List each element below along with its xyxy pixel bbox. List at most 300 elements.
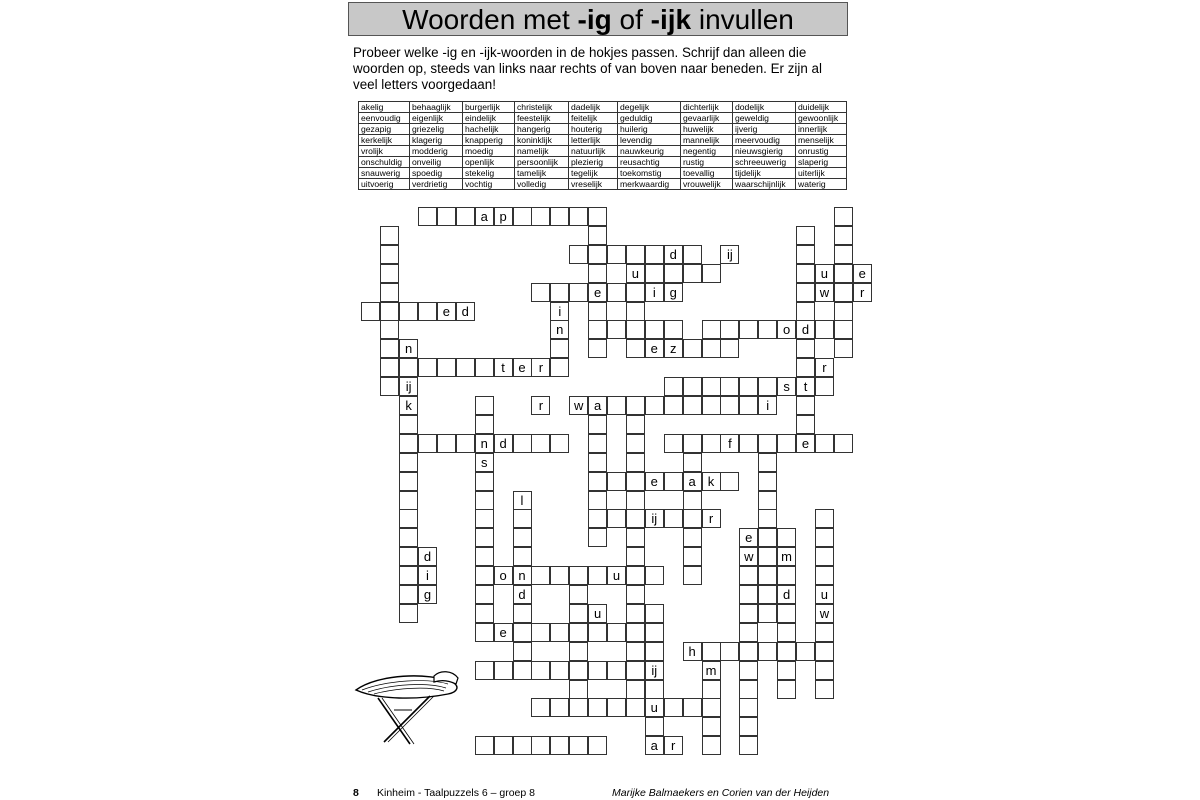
crossword-cell[interactable]: u <box>588 604 607 623</box>
crossword-cell[interactable] <box>834 264 853 283</box>
crossword-cell[interactable] <box>739 320 758 339</box>
crossword-cell[interactable] <box>607 396 626 415</box>
crossword-cell[interactable] <box>626 434 645 453</box>
crossword-cell[interactable]: w <box>739 547 758 566</box>
crossword-cell[interactable] <box>664 509 683 528</box>
crossword-cell[interactable] <box>664 396 683 415</box>
crossword-cell[interactable]: d <box>418 547 437 566</box>
crossword-cell[interactable]: e <box>645 339 664 358</box>
crossword-cell[interactable]: r <box>702 509 721 528</box>
crossword-cell[interactable] <box>683 453 702 472</box>
crossword-cell[interactable] <box>815 377 834 396</box>
crossword-cell[interactable] <box>739 717 758 736</box>
crossword-cell[interactable] <box>626 245 645 264</box>
crossword-cell[interactable] <box>399 302 418 321</box>
crossword-cell[interactable]: k <box>702 472 721 491</box>
crossword-cell[interactable] <box>645 566 664 585</box>
crossword-cell[interactable] <box>702 377 721 396</box>
crossword-cell[interactable] <box>626 547 645 566</box>
crossword-cell[interactable]: n <box>475 434 494 453</box>
crossword-cell[interactable] <box>815 566 834 585</box>
crossword-cell[interactable] <box>513 434 532 453</box>
crossword-cell[interactable] <box>758 320 777 339</box>
crossword-cell[interactable] <box>758 509 777 528</box>
crossword-cell[interactable]: e <box>853 264 872 283</box>
crossword-cell[interactable] <box>399 585 418 604</box>
crossword-cell[interactable] <box>607 283 626 302</box>
crossword-cell[interactable]: k <box>399 396 418 415</box>
crossword-cell[interactable] <box>645 717 664 736</box>
crossword-cell[interactable]: f <box>720 434 739 453</box>
crossword-cell[interactable] <box>664 472 683 491</box>
crossword-cell[interactable] <box>513 661 532 680</box>
crossword-cell[interactable] <box>834 207 853 226</box>
crossword-cell[interactable]: o <box>494 566 513 585</box>
crossword-cell[interactable] <box>399 528 418 547</box>
crossword-cell[interactable] <box>815 623 834 642</box>
crossword-cell[interactable] <box>569 207 588 226</box>
crossword-cell[interactable] <box>531 736 550 755</box>
crossword-cell[interactable]: d <box>513 585 532 604</box>
crossword-cell[interactable] <box>569 566 588 585</box>
crossword-cell[interactable] <box>380 264 399 283</box>
crossword-cell[interactable] <box>475 661 494 680</box>
crossword-cell[interactable] <box>380 320 399 339</box>
crossword-cell[interactable] <box>702 434 721 453</box>
crossword-cell[interactable] <box>758 472 777 491</box>
crossword-cell[interactable] <box>796 283 815 302</box>
crossword-cell[interactable] <box>720 472 739 491</box>
crossword-cell[interactable] <box>437 434 456 453</box>
crossword-cell[interactable] <box>588 736 607 755</box>
crossword-cell[interactable]: r <box>531 396 550 415</box>
crossword-cell[interactable] <box>834 226 853 245</box>
crossword-cell[interactable] <box>607 320 626 339</box>
crossword-cell[interactable] <box>645 396 664 415</box>
crossword-cell[interactable] <box>531 207 550 226</box>
crossword-cell[interactable] <box>513 547 532 566</box>
crossword-cell[interactable] <box>513 736 532 755</box>
crossword-cell[interactable]: m <box>777 547 796 566</box>
crossword-cell[interactable] <box>456 434 475 453</box>
crossword-cell[interactable] <box>702 736 721 755</box>
crossword-cell[interactable] <box>796 226 815 245</box>
crossword-cell[interactable] <box>588 245 607 264</box>
crossword-cell[interactable] <box>607 472 626 491</box>
crossword-cell[interactable] <box>664 377 683 396</box>
crossword-cell[interactable] <box>550 661 569 680</box>
crossword-cell[interactable] <box>815 661 834 680</box>
crossword-cell[interactable] <box>513 528 532 547</box>
crossword-cell[interactable] <box>494 661 513 680</box>
crossword-cell[interactable] <box>815 642 834 661</box>
crossword-cell[interactable]: r <box>853 283 872 302</box>
crossword-cell[interactable] <box>607 245 626 264</box>
crossword-cell[interactable] <box>645 680 664 699</box>
crossword-cell[interactable]: g <box>664 283 683 302</box>
crossword-cell[interactable] <box>758 604 777 623</box>
crossword-cell[interactable] <box>664 264 683 283</box>
crossword-cell[interactable] <box>569 604 588 623</box>
crossword-cell[interactable] <box>399 453 418 472</box>
crossword-cell[interactable] <box>796 245 815 264</box>
crossword-cell[interactable] <box>739 680 758 699</box>
crossword-cell[interactable] <box>702 698 721 717</box>
crossword-cell[interactable] <box>456 358 475 377</box>
crossword-cell[interactable] <box>739 623 758 642</box>
crossword-cell[interactable]: s <box>777 377 796 396</box>
crossword-cell[interactable]: ij <box>720 245 739 264</box>
crossword-cell[interactable]: a <box>683 472 702 491</box>
crossword-cell[interactable] <box>399 509 418 528</box>
crossword-cell[interactable] <box>777 604 796 623</box>
crossword-cell[interactable] <box>569 623 588 642</box>
crossword-cell[interactable] <box>739 396 758 415</box>
crossword-cell[interactable] <box>380 358 399 377</box>
crossword-cell[interactable]: u <box>645 698 664 717</box>
crossword-cell[interactable] <box>626 320 645 339</box>
crossword-cell[interactable] <box>683 528 702 547</box>
crossword-cell[interactable] <box>380 302 399 321</box>
crossword-cell[interactable]: e <box>437 302 456 321</box>
crossword-cell[interactable]: i <box>550 302 569 321</box>
crossword-cell[interactable] <box>588 226 607 245</box>
crossword-cell[interactable] <box>588 415 607 434</box>
crossword-cell[interactable] <box>739 566 758 585</box>
crossword-cell[interactable] <box>456 207 475 226</box>
crossword-cell[interactable] <box>588 528 607 547</box>
crossword-cell[interactable] <box>531 566 550 585</box>
crossword-cell[interactable] <box>399 415 418 434</box>
crossword-cell[interactable] <box>645 264 664 283</box>
crossword-cell[interactable] <box>626 680 645 699</box>
crossword-cell[interactable] <box>645 320 664 339</box>
crossword-cell[interactable] <box>683 509 702 528</box>
crossword-cell[interactable] <box>796 339 815 358</box>
crossword-cell[interactable]: a <box>645 736 664 755</box>
crossword-cell[interactable] <box>796 264 815 283</box>
crossword-cell[interactable]: i <box>758 396 777 415</box>
crossword-cell[interactable] <box>834 339 853 358</box>
crossword-cell[interactable] <box>626 661 645 680</box>
crossword-cell[interactable] <box>399 566 418 585</box>
crossword-cell[interactable] <box>513 604 532 623</box>
crossword-cell[interactable]: w <box>569 396 588 415</box>
crossword-cell[interactable] <box>399 434 418 453</box>
crossword-cell[interactable] <box>569 585 588 604</box>
crossword-cell[interactable] <box>588 472 607 491</box>
crossword-cell[interactable] <box>475 472 494 491</box>
crossword-cell[interactable] <box>531 661 550 680</box>
crossword-cell[interactable] <box>834 302 853 321</box>
crossword-cell[interactable] <box>626 396 645 415</box>
crossword-cell[interactable] <box>796 302 815 321</box>
crossword-cell[interactable] <box>777 642 796 661</box>
crossword-cell[interactable] <box>380 377 399 396</box>
crossword-cell[interactable]: i <box>645 283 664 302</box>
crossword-cell[interactable] <box>626 585 645 604</box>
crossword-cell[interactable] <box>702 320 721 339</box>
crossword-cell[interactable] <box>475 358 494 377</box>
crossword-cell[interactable] <box>758 377 777 396</box>
crossword-cell[interactable] <box>550 623 569 642</box>
crossword-cell[interactable] <box>380 245 399 264</box>
crossword-cell[interactable] <box>588 302 607 321</box>
crossword-cell[interactable]: t <box>494 358 513 377</box>
crossword-cell[interactable] <box>475 547 494 566</box>
crossword-cell[interactable] <box>626 491 645 510</box>
crossword-cell[interactable] <box>683 377 702 396</box>
crossword-cell[interactable] <box>569 698 588 717</box>
crossword-cell[interactable] <box>683 491 702 510</box>
crossword-cell[interactable] <box>758 434 777 453</box>
crossword-cell[interactable] <box>626 528 645 547</box>
crossword-cell[interactable] <box>588 661 607 680</box>
crossword-cell[interactable] <box>720 320 739 339</box>
crossword-cell[interactable] <box>777 566 796 585</box>
crossword-cell[interactable] <box>531 283 550 302</box>
crossword-cell[interactable] <box>683 547 702 566</box>
crossword-cell[interactable]: u <box>815 264 834 283</box>
crossword-cell[interactable] <box>777 528 796 547</box>
crossword-cell[interactable] <box>399 358 418 377</box>
crossword-cell[interactable] <box>702 396 721 415</box>
crossword-cell[interactable] <box>683 566 702 585</box>
crossword-cell[interactable]: u <box>607 566 626 585</box>
crossword-cell[interactable]: u <box>626 264 645 283</box>
crossword-cell[interactable]: g <box>418 585 437 604</box>
crossword-cell[interactable] <box>834 434 853 453</box>
crossword-cell[interactable]: a <box>588 396 607 415</box>
crossword-cell[interactable] <box>399 472 418 491</box>
crossword-cell[interactable]: r <box>815 358 834 377</box>
crossword-cell[interactable] <box>626 698 645 717</box>
crossword-cell[interactable] <box>758 642 777 661</box>
crossword-cell[interactable]: s <box>475 453 494 472</box>
crossword-cell[interactable] <box>569 736 588 755</box>
crossword-cell[interactable] <box>683 698 702 717</box>
crossword-cell[interactable] <box>739 604 758 623</box>
crossword-cell[interactable] <box>399 604 418 623</box>
crossword-cell[interactable]: r <box>664 736 683 755</box>
crossword-cell[interactable] <box>588 264 607 283</box>
crossword-cell[interactable] <box>815 680 834 699</box>
crossword-cell[interactable]: d <box>796 320 815 339</box>
crossword-cell[interactable] <box>550 566 569 585</box>
crossword-cell[interactable] <box>645 623 664 642</box>
crossword-cell[interactable]: o <box>777 320 796 339</box>
crossword-cell[interactable] <box>475 585 494 604</box>
crossword-cell[interactable] <box>569 642 588 661</box>
crossword-cell[interactable] <box>380 283 399 302</box>
crossword-cell[interactable] <box>399 547 418 566</box>
crossword-cell[interactable]: u <box>815 585 834 604</box>
crossword-cell[interactable]: n <box>513 566 532 585</box>
crossword-cell[interactable] <box>418 358 437 377</box>
crossword-cell[interactable] <box>834 320 853 339</box>
crossword-cell[interactable]: e <box>796 434 815 453</box>
crossword-cell[interactable] <box>739 642 758 661</box>
crossword-cell[interactable] <box>550 358 569 377</box>
crossword-cell[interactable] <box>550 698 569 717</box>
crossword-cell[interactable] <box>626 509 645 528</box>
crossword-cell[interactable] <box>588 509 607 528</box>
crossword-cell[interactable] <box>720 396 739 415</box>
crossword-cell[interactable] <box>550 339 569 358</box>
crossword-cell[interactable] <box>796 358 815 377</box>
crossword-cell[interactable]: d <box>664 245 683 264</box>
crossword-cell[interactable]: m <box>702 661 721 680</box>
crossword-cell[interactable]: e <box>645 472 664 491</box>
crossword-cell[interactable] <box>513 509 532 528</box>
crossword-cell[interactable] <box>626 472 645 491</box>
crossword-cell[interactable] <box>626 302 645 321</box>
crossword-cell[interactable] <box>513 642 532 661</box>
crossword-cell[interactable]: d <box>456 302 475 321</box>
crossword-cell[interactable] <box>815 320 834 339</box>
crossword-cell[interactable]: e <box>588 283 607 302</box>
crossword-cell[interactable] <box>475 528 494 547</box>
crossword-cell[interactable] <box>569 283 588 302</box>
crossword-cell[interactable]: p <box>494 207 513 226</box>
crossword-cell[interactable] <box>739 736 758 755</box>
crossword-cell[interactable] <box>758 547 777 566</box>
crossword-cell[interactable] <box>588 339 607 358</box>
crossword-cell[interactable] <box>588 434 607 453</box>
crossword-cell[interactable]: e <box>739 528 758 547</box>
crossword-cell[interactable] <box>588 491 607 510</box>
crossword-cell[interactable] <box>513 207 532 226</box>
crossword-cell[interactable] <box>683 396 702 415</box>
crossword-cell[interactable] <box>607 661 626 680</box>
crossword-cell[interactable] <box>607 623 626 642</box>
crossword-cell[interactable] <box>550 207 569 226</box>
crossword-cell[interactable]: n <box>550 320 569 339</box>
crossword-cell[interactable]: z <box>664 339 683 358</box>
crossword-cell[interactable] <box>758 585 777 604</box>
crossword-cell[interactable] <box>796 415 815 434</box>
crossword-cell[interactable] <box>777 623 796 642</box>
crossword-cell[interactable] <box>645 245 664 264</box>
crossword-cell[interactable] <box>626 623 645 642</box>
crossword-cell[interactable] <box>758 528 777 547</box>
crossword-cell[interactable] <box>758 453 777 472</box>
crossword-cell[interactable] <box>418 302 437 321</box>
crossword-cell[interactable] <box>475 509 494 528</box>
crossword-cell[interactable] <box>531 623 550 642</box>
crossword-cell[interactable] <box>380 226 399 245</box>
crossword-cell[interactable] <box>739 661 758 680</box>
crossword-cell[interactable] <box>588 453 607 472</box>
crossword-cell[interactable] <box>739 434 758 453</box>
crossword-cell[interactable] <box>475 396 494 415</box>
crossword-cell[interactable] <box>361 302 380 321</box>
crossword-cell[interactable] <box>720 339 739 358</box>
crossword-cell[interactable] <box>475 566 494 585</box>
crossword-cell[interactable] <box>739 377 758 396</box>
crossword-cell[interactable] <box>380 339 399 358</box>
crossword-cell[interactable] <box>645 642 664 661</box>
crossword-cell[interactable] <box>513 623 532 642</box>
crossword-cell[interactable] <box>607 698 626 717</box>
crossword-cell[interactable] <box>702 339 721 358</box>
crossword-cell[interactable]: w <box>815 604 834 623</box>
crossword-cell[interactable] <box>815 434 834 453</box>
crossword-cell[interactable] <box>475 736 494 755</box>
crossword-cell[interactable] <box>739 698 758 717</box>
crossword-cell[interactable] <box>569 245 588 264</box>
crossword-cell[interactable]: n <box>399 339 418 358</box>
crossword-cell[interactable] <box>720 642 739 661</box>
crossword-cell[interactable] <box>588 698 607 717</box>
crossword-cell[interactable] <box>834 245 853 264</box>
crossword-cell[interactable]: a <box>475 207 494 226</box>
crossword-cell[interactable]: ij <box>645 661 664 680</box>
crossword-cell[interactable] <box>475 415 494 434</box>
crossword-cell[interactable] <box>758 491 777 510</box>
crossword-cell[interactable] <box>683 339 702 358</box>
crossword-cell[interactable] <box>683 434 702 453</box>
crossword-cell[interactable] <box>475 623 494 642</box>
crossword-cell[interactable] <box>607 509 626 528</box>
crossword-cell[interactable] <box>494 736 513 755</box>
crossword-cell[interactable] <box>777 434 796 453</box>
crossword-cell[interactable] <box>702 680 721 699</box>
crossword-cell[interactable] <box>645 604 664 623</box>
crossword-cell[interactable] <box>626 642 645 661</box>
crossword-cell[interactable] <box>437 207 456 226</box>
crossword-cell[interactable]: ij <box>399 377 418 396</box>
crossword-cell[interactable] <box>531 434 550 453</box>
crossword-cell[interactable] <box>664 320 683 339</box>
crossword-cell[interactable] <box>626 283 645 302</box>
crossword-cell[interactable] <box>664 434 683 453</box>
crossword-cell[interactable]: t <box>796 377 815 396</box>
crossword-cell[interactable] <box>588 623 607 642</box>
crossword-cell[interactable] <box>588 320 607 339</box>
crossword-cell[interactable] <box>437 358 456 377</box>
crossword-cell[interactable] <box>418 207 437 226</box>
crossword-cell[interactable] <box>626 566 645 585</box>
crossword-cell[interactable] <box>815 509 834 528</box>
crossword-cell[interactable] <box>626 339 645 358</box>
crossword-cell[interactable] <box>418 434 437 453</box>
crossword-cell[interactable] <box>796 396 815 415</box>
crossword-cell[interactable] <box>758 566 777 585</box>
crossword-cell[interactable]: d <box>494 434 513 453</box>
crossword-cell[interactable]: r <box>531 358 550 377</box>
crossword-cell[interactable]: i <box>418 566 437 585</box>
crossword-cell[interactable] <box>777 661 796 680</box>
crossword-cell[interactable]: d <box>777 585 796 604</box>
crossword-cell[interactable] <box>588 566 607 585</box>
crossword-cell[interactable]: w <box>815 283 834 302</box>
crossword-cell[interactable] <box>702 717 721 736</box>
crossword-cell[interactable] <box>796 642 815 661</box>
crossword-cell[interactable] <box>683 245 702 264</box>
crossword-cell[interactable] <box>702 264 721 283</box>
crossword-cell[interactable]: h <box>683 642 702 661</box>
crossword-cell[interactable] <box>626 415 645 434</box>
crossword-cell[interactable] <box>664 698 683 717</box>
crossword-cell[interactable] <box>626 453 645 472</box>
crossword-cell[interactable]: e <box>513 358 532 377</box>
crossword-cell[interactable] <box>683 264 702 283</box>
crossword-cell[interactable] <box>626 604 645 623</box>
crossword-cell[interactable] <box>720 377 739 396</box>
crossword-cell[interactable] <box>834 283 853 302</box>
crossword-cell[interactable] <box>815 547 834 566</box>
